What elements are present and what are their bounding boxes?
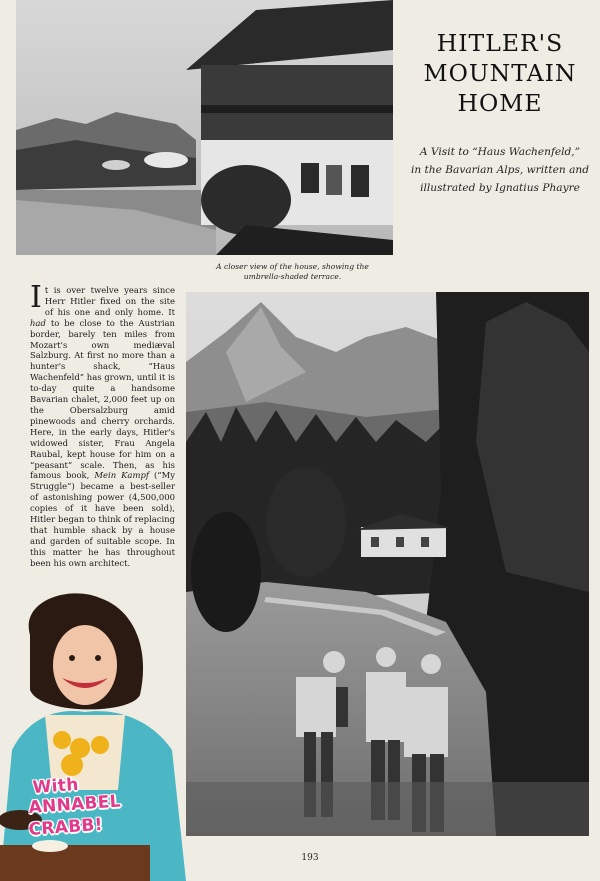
article-title [405, 28, 595, 118]
subtitle-line: in the Bavarian Alps, written and [410, 164, 590, 176]
body-text-segment: to be close to the Austrian border, barely ten miles from Mozart's own mediæval Salzburg. At first no more than a hunter's shack, “Haus Wachenfeld” has grown, until it is to-day quite a handsome Bavarian chalet, 2,000 feet up on the Obersalzburg amid pinewoods and cherry orchards. Here, in the early days, Hitler's widowed sister, Frau Angela Raubal, kept house for him on a “peasant” scale. Then, as his famous book, [30, 317, 175, 481]
mountain-landscape-photo [186, 292, 589, 836]
article-body [30, 280, 175, 569]
title-line: MOUNTAIN [423, 59, 577, 87]
chalet-terrace-photo [16, 0, 393, 255]
presenter-portrait [0, 590, 186, 881]
drop-cap: I [30, 280, 42, 315]
subtitle-line: A Visit to “Haus Wachenfeld,” [419, 146, 581, 158]
promo-text-line: CRABB! [28, 814, 104, 840]
title-line: HOME [457, 89, 543, 117]
body-text-segment: t is over twelve years since Herr Hitler fixed on the site of his one and only home. It [44, 285, 175, 317]
article-subtitle [406, 143, 594, 197]
book-title: Mein Kampf [94, 470, 149, 481]
promo-text-line: ANNABEL [28, 791, 122, 818]
subtitle-line: illustrated by Ignatius Phayre [420, 182, 580, 194]
title-line: HITLER'S [436, 29, 564, 57]
promo-text-line: With [32, 774, 80, 798]
caption-line: umbrella-shaded terrace. [243, 272, 342, 281]
photo-caption [200, 262, 385, 282]
page-number: 193 [301, 853, 319, 863]
body-emphasis: had [30, 317, 46, 328]
caption-line: A closer view of the house, showing the [216, 262, 369, 271]
body-text-segment: (“My Struggle”) became a best-seller of astonishing power (4,500,000 copies of it have been sold), Hitler began to think of replacing that humble shack by a house and garden of suitable scope. In this matter he has throughout been his own architect. [30, 470, 175, 568]
